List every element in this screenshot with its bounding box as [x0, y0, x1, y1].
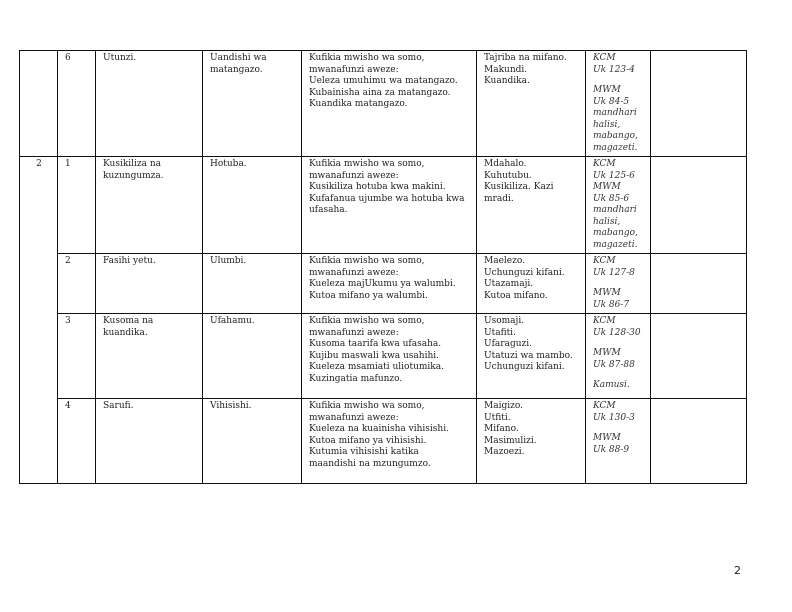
objective-line: maandishi na mzungumzo.: [309, 458, 431, 469]
activity-line: Utazamaji.: [484, 279, 534, 289]
activity-line: Kutoa mifano.: [484, 290, 548, 301]
resource-line: MWM: [593, 288, 621, 298]
activities-cell: [477, 399, 586, 484]
page-number: 2: [734, 564, 741, 577]
resource-line: Uk 127-8: [593, 267, 635, 278]
resource-line: Uk 88-9: [593, 444, 630, 455]
topic-cell: Kusoma na kuandika.: [96, 314, 203, 399]
activity-line: Utafiti.: [484, 327, 516, 338]
resource-line: KCM: [593, 53, 616, 63]
scheme-of-work-table: [19, 50, 747, 484]
objective-line: Ueleza umuhimu wa matangazo.: [309, 76, 458, 86]
resource-line: KCM: [593, 256, 616, 266]
activity-line: Utfiti.: [484, 412, 511, 423]
remarks-cell: [651, 254, 747, 314]
activity-line: Usomaji.: [484, 316, 525, 326]
resource-line: mandhari: [593, 205, 637, 215]
objective-line: Kusoma taarifa kwa ufasaha.: [309, 339, 442, 349]
resources-cell: [586, 254, 651, 314]
topic-cell: Fasihi yetu.: [96, 254, 203, 314]
activity-line: mradi.: [484, 193, 514, 204]
objectives-cell: [302, 51, 477, 157]
objective-line: Kueleza majUkumu ya walumbi.: [309, 279, 456, 289]
objective-line: mwanafunzi aweze:: [309, 64, 399, 75]
activity-line: Makundi.: [484, 64, 528, 75]
resource-line: KCM: [593, 316, 616, 326]
spacer: [593, 371, 644, 380]
week-cell: 2: [20, 157, 58, 484]
spacer: [593, 424, 644, 433]
spacer: [593, 76, 644, 85]
resource-line: MWM: [593, 348, 621, 358]
resource-line: MWM: [593, 182, 621, 192]
resources-cell: [586, 399, 651, 484]
lesson-number-cell: 4: [58, 399, 96, 484]
objective-line: mwanafunzi aweze:: [309, 327, 399, 338]
activity-line: Tajriba na mifano.: [484, 53, 567, 63]
resource-line: Uk 123-4: [593, 64, 635, 75]
table-row: [20, 254, 747, 314]
subtopic-cell: Hotuba.: [203, 157, 302, 254]
activity-line: Utatuzi wa mambo.: [484, 350, 573, 361]
table-row: [20, 399, 747, 484]
objective-line: Kueleza na kuainisha vihisishi.: [309, 424, 449, 434]
remarks-cell: [651, 51, 747, 157]
objective-line: Kufikia mwisho wa somo,: [309, 159, 425, 169]
resource-line: magazeti.: [593, 239, 638, 250]
objectives-cell: [302, 314, 477, 399]
objective-line: Kufikia mwisho wa somo,: [309, 316, 425, 326]
resource-line: mabango,: [593, 228, 638, 238]
resource-line: Kamusi.: [593, 380, 630, 390]
table-row: [20, 51, 747, 157]
objective-line: mwanafunzi aweze:: [309, 267, 399, 278]
activity-line: Kusikiliza. Kazi: [484, 182, 554, 192]
resource-line: KCM: [593, 401, 616, 411]
topic-cell: Sarufi.: [96, 399, 203, 484]
resources-cell: [586, 314, 651, 399]
activity-line: Maelezo.: [484, 256, 525, 266]
resource-line: Uk 125-6: [593, 170, 635, 181]
objective-line: Kufikia mwisho wa somo,: [309, 256, 425, 266]
remarks-cell: [651, 314, 747, 399]
objective-line: Kutoa mifano ya vihisishi.: [309, 435, 427, 446]
resources-cell: [586, 157, 651, 254]
lesson-number-cell: 3: [58, 314, 96, 399]
lesson-number-cell: 2: [58, 254, 96, 314]
objective-line: Kubainisha aina za matangazo.: [309, 87, 451, 98]
week-cell: [20, 51, 58, 157]
resource-line: KCM: [593, 159, 616, 169]
activity-line: Mifano.: [484, 424, 519, 434]
activity-line: Uchunguzi kifani.: [484, 267, 565, 278]
objective-line: Kuzingatia mafunzo.: [309, 373, 403, 384]
resource-line: MWM: [593, 85, 621, 95]
resource-line: Uk 130-3: [593, 412, 635, 423]
remarks-cell: [651, 157, 747, 254]
objective-line: Kufikia mwisho wa somo,: [309, 401, 425, 411]
resource-line: Uk 86-7: [593, 299, 630, 310]
lesson-number-cell: 1: [58, 157, 96, 254]
activities-cell: [477, 254, 586, 314]
spacer: [593, 279, 644, 288]
spacer: [593, 339, 644, 348]
objective-line: Kutoa mifano ya walumbi.: [309, 290, 428, 301]
objectives-cell: [302, 254, 477, 314]
activity-line: Uchunguzi kifani.: [484, 362, 565, 372]
resource-line: mandhari: [593, 108, 637, 118]
activities-cell: [477, 157, 586, 254]
table-body: [20, 51, 747, 484]
activity-line: Mazoezi.: [484, 447, 525, 457]
activity-line: Maigizo.: [484, 401, 523, 411]
activity-line: Ufaraguzi.: [484, 339, 532, 349]
resource-line: Uk 84-5: [593, 96, 630, 107]
objective-line: Kuandika matangazo.: [309, 99, 408, 109]
activity-line: Kuhutubu.: [484, 170, 532, 181]
activities-cell: [477, 51, 586, 157]
resource-line: Uk 85-6: [593, 193, 630, 204]
objective-line: Kufafanua ujumbe wa hotuba kwa: [309, 193, 465, 204]
topic-cell: Kusikiliza na kuzungumza.: [96, 157, 203, 254]
resource-line: halisi,: [593, 216, 621, 227]
resource-line: MWM: [593, 433, 621, 443]
objective-line: ufasaha.: [309, 205, 348, 215]
objectives-cell: [302, 399, 477, 484]
remarks-cell: [651, 399, 747, 484]
subtopic-cell: Ulumbi.: [203, 254, 302, 314]
table-row: [20, 157, 747, 254]
activities-cell: [477, 314, 586, 399]
subtopic-cell: Ufahamu.: [203, 314, 302, 399]
subtopic-cell: Uandishi wa matangazo.: [203, 51, 302, 157]
objective-line: Kueleza msamiati uliotumika.: [309, 362, 444, 372]
resource-line: Uk 87-88: [593, 359, 635, 370]
resources-cell: [586, 51, 651, 157]
resource-line: Uk 128-30: [593, 327, 641, 338]
resource-line: mabango,: [593, 131, 638, 141]
objective-line: Kusikiliza hotuba kwa makini.: [309, 182, 446, 192]
topic-cell: Utunzi.: [96, 51, 203, 157]
objective-line: Kujibu maswali kwa usahihi.: [309, 350, 439, 361]
objective-line: mwanafunzi aweze:: [309, 412, 399, 423]
table-row: [20, 314, 747, 399]
subtopic-cell: Vihisishi.: [203, 399, 302, 484]
objective-line: Kufikia mwisho wa somo,: [309, 53, 425, 63]
activity-line: Kuandika.: [484, 76, 530, 86]
resource-line: halisi,: [593, 119, 621, 130]
lesson-number-cell: 6: [58, 51, 96, 157]
objective-line: Kutumia vihisishi katika: [309, 447, 419, 457]
activity-line: Masimulizi.: [484, 435, 537, 446]
objectives-cell: [302, 157, 477, 254]
objective-line: mwanafunzi aweze:: [309, 170, 399, 181]
activity-line: Mdahalo.: [484, 159, 527, 169]
resource-line: magazeti.: [593, 142, 638, 153]
